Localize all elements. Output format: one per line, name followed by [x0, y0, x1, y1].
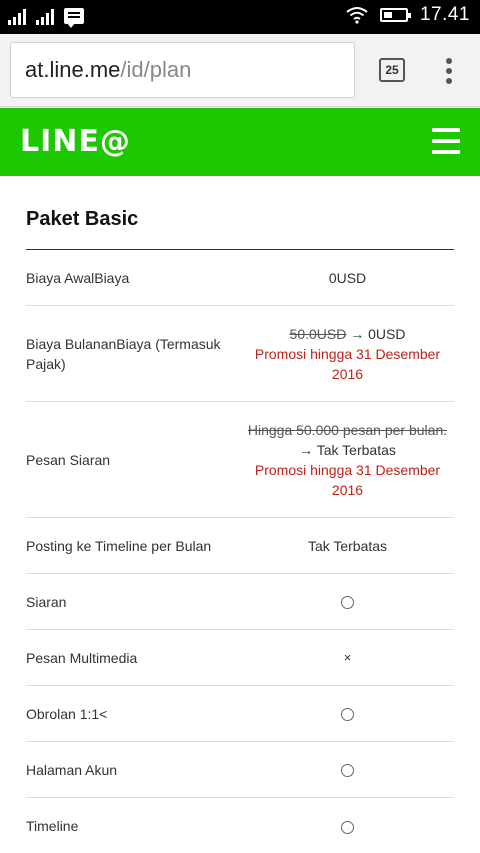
row-value [241, 704, 454, 724]
signal-icon-2 [36, 7, 54, 25]
plan-content [26, 176, 454, 853]
old-price: 50.0USD [289, 325, 347, 342]
battery-icon [380, 8, 408, 22]
hamburger-menu-icon[interactable] [432, 128, 460, 154]
row-value: Tak Terbatas [307, 537, 388, 554]
tab-switcher-button[interactable]: 25 [379, 58, 405, 82]
plan-row [26, 686, 454, 742]
row-label: Obrolan 1:1< [26, 705, 108, 722]
circle-icon [341, 708, 354, 721]
plan-row [26, 798, 454, 853]
row-label: Halaman Akun [26, 761, 118, 778]
circle-icon [341, 821, 354, 834]
site-header [0, 108, 480, 176]
browser-menu-icon[interactable] [440, 56, 458, 86]
new-price: → 0USD [346, 325, 406, 342]
plan-row [26, 518, 454, 574]
plan-title: Paket Basic [26, 176, 454, 250]
plan-row [26, 250, 454, 306]
row-label: Posting ke Timeline per Bulan [26, 537, 212, 554]
row-label: Biaya AwalBiaya [26, 269, 130, 286]
row-label: Siaran [26, 593, 67, 610]
plan-row [26, 574, 454, 630]
circle-icon [341, 596, 354, 609]
row-value [241, 816, 454, 836]
plan-row [26, 402, 454, 518]
browser-toolbar [0, 34, 480, 107]
circle-icon [341, 764, 354, 777]
signal-icon [8, 7, 26, 25]
row-value [241, 324, 454, 384]
promo-note: Promosi hingga 31 Desember 2016 [254, 345, 441, 382]
new-limit: → Tak Terbatas [299, 441, 396, 458]
row-label: Pesan Siaran [26, 451, 111, 468]
plan-row [26, 306, 454, 402]
old-limit: Hingga 50.000 pesan per bulan. [247, 421, 448, 438]
row-label: Timeline [26, 818, 79, 834]
plan-row [26, 742, 454, 798]
row-value [241, 647, 454, 668]
url-path: /id/plan [120, 57, 192, 82]
status-bar [0, 0, 480, 34]
wifi-icon [346, 6, 368, 24]
address-bar[interactable] [10, 42, 355, 98]
row-value: 0USD [328, 269, 367, 286]
row-value [241, 420, 454, 500]
line-at-logo[interactable]: LINE@ [20, 124, 131, 159]
promo-note: Promosi hingga 31 Desember 2016 [254, 461, 441, 498]
row-value [241, 592, 454, 612]
plan-row [26, 630, 454, 686]
row-label: Biaya BulananBiaya (Termasuk Pajak) [26, 335, 221, 372]
status-time: 17.41 [419, 4, 470, 25]
chat-notification-icon [64, 8, 84, 24]
url-host: at.line.me [25, 57, 121, 82]
row-label: Pesan Multimedia [26, 649, 138, 666]
cross-icon: × [343, 650, 352, 665]
row-value [241, 760, 454, 780]
